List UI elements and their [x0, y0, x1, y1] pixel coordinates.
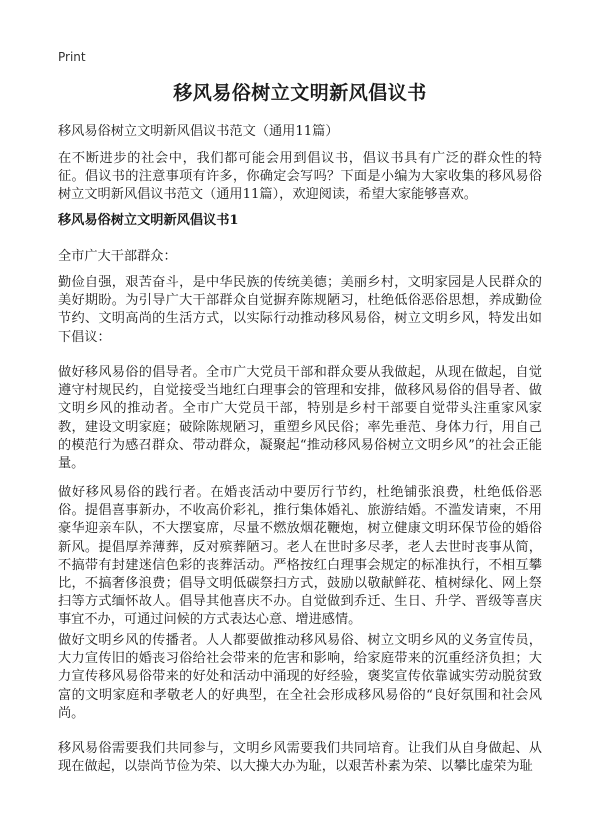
paragraph: 做好移风易俗的倡导者。全市广大党员干部和群众要从我做起，从现在做起，自觉遵守村规民约，自觉接受当地红白理事会的管理和安排，做移风易俗的倡导者、做文明乡风的推动者。全市广大党员干部，特别是乡村干部要自觉带头注重家风家教，建设文明家庭；破除陈规陋习，重塑乡风民俗；率先垂范、身体力行，用自己的模范行为感召群众、带动群众，凝聚起“推动移风易俗树立文明乡风”的社会正能量。	[58, 365, 542, 472]
section-heading: 移风易俗树立文明新风倡议书1	[58, 213, 239, 228]
paragraph: 勤俭自强，艰苦奋斗，是中华民族的传统美德；美丽乡村，文明家园是人民群众的美好期盼。为引导广大干部群众自觉摒弃陈规陋习，杜绝低俗恶俗思想，养成勤俭节约、文明高尚的生活方式，以实际行动推动移风易俗，树立文明乡风，特发出如下倡议：	[58, 275, 542, 345]
paragraph: 移风易俗需要我们共同参与，文明乡风需要我们共同培育。让我们从自身做起、从现在做起，以崇尚节俭为荣、以大操大办为耻，以艰苦朴素为荣、以攀比虚荣为耻	[58, 741, 542, 775]
paragraph: 做好文明乡风的传播者。人人都要做推动移风易俗、树立文明乡风的义务宣传员，大力宣传旧的婚丧习俗给社会带来的危害和影响，给家庭带来的沉重经济负担；大力宣传移风易俗带来的好处和活动中涌现的好经验，褒奖宣传依靠诚实劳动脱贫致富的文明家庭和孝敬老人的好典型，在全社会形成移风易俗的“良好氛围和社会风尚。	[58, 633, 542, 721]
intro-paragraph: 在不断进步的社会中，我们都可能会用到倡议书，倡议书具有广泛的群众性的特征。倡议书的注意事项有许多，你确定会写吗？下面是小编为大家收集的移风易俗树立文明新风倡议书范文（通用11篇），欢迎阅读，希望大家能够喜欢。	[58, 151, 542, 203]
paragraph: 做好移风易俗的践行者。在婚丧活动中要厉行节约，杜绝铺张浪费，杜绝低俗恶俗。提倡喜事新办，不收高价彩礼，推行集体婚礼、旅游结婚。不滥发请柬，不用豪华迎亲车队，不大摆宴席，尽量不燃放烟花鞭炮，树立健康文明环保节俭的婚俗新风。提倡厚养薄葬，反对殡葬陋习。老人在世时多尽孝，老人去世时丧事从简，不搞带有封建迷信色彩的丧葬活动。严格按红白理事会规定的标准执行，不相互攀比，不搞奢侈浪费；倡导文明低碳祭扫方式，鼓励以敬献鲜花、植树绿化、网上祭扫等方式缅怀故人。倡导其他喜庆不办。自觉做到乔迁、生日、升学、晋级等喜庆事宜不办，可通过问候的方式表达心意、增进感情。	[58, 485, 542, 628]
salutation: 全市广大干部群众：	[58, 249, 177, 264]
article-subtitle: 移风易俗树立文明新风倡议书范文（通用11篇）	[58, 124, 339, 139]
page-title: 移风易俗树立文明新风倡议书	[173, 82, 427, 104]
print-link[interactable]: Print	[58, 50, 86, 64]
